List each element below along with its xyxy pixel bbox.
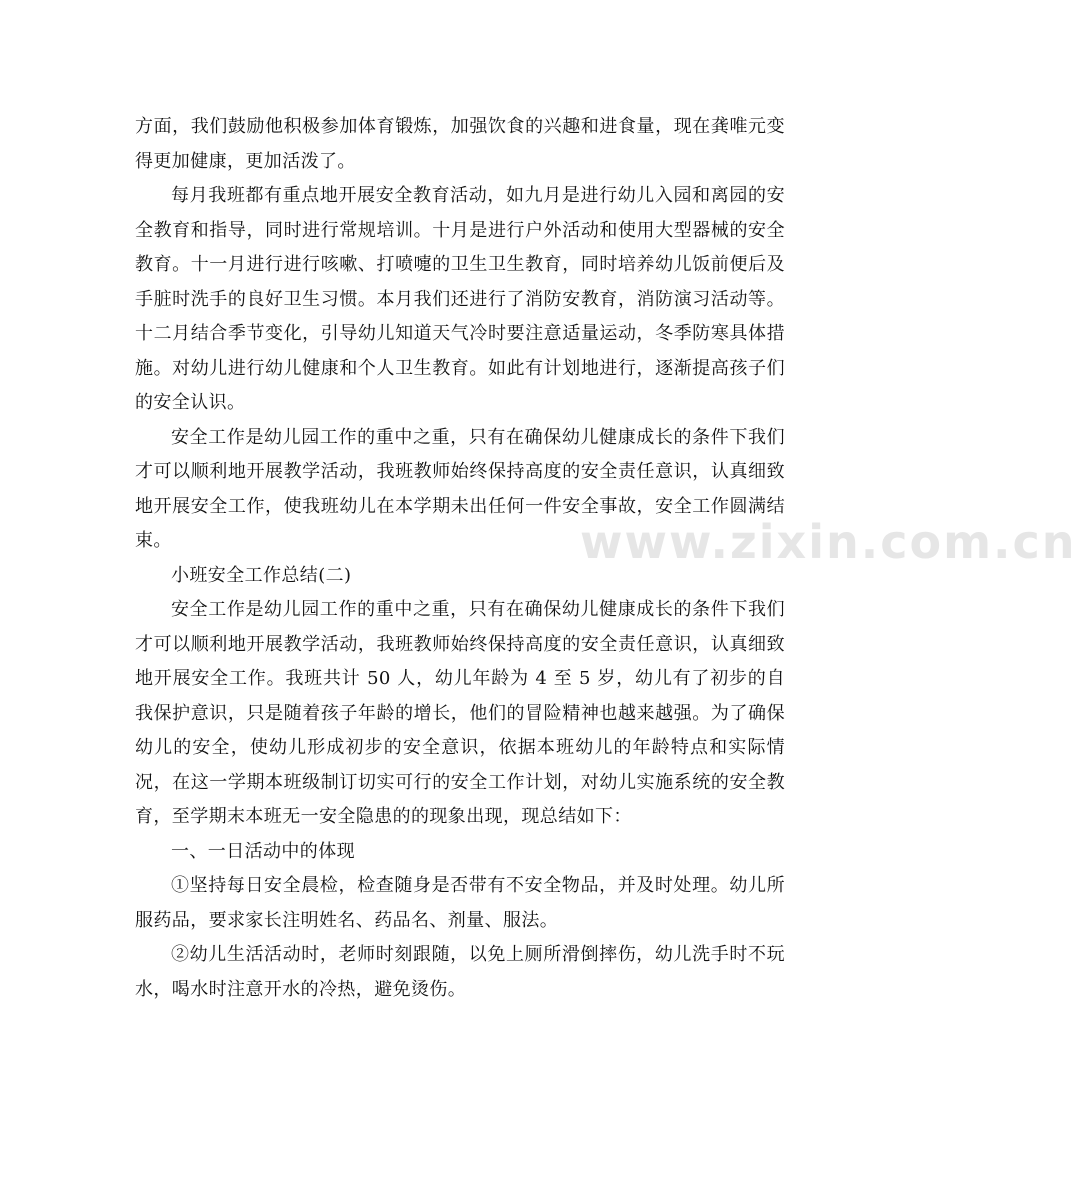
paragraph-4: 安全工作是幼儿园工作的重中之重，只有在确保幼儿健康成长的条件下我们才可以顺利地开展教学活动，我班教师始终保持高度的安全责任意识，认真细致地开展安全工作。我班共计 50 人，幼儿年龄为 4 至 5 岁，幼儿有了初步的自我保护意识，只是随着孩子年龄的增长，他们的冒险精神也越来越强。为了确保幼儿的安全，使幼儿形成初步的安全意识，依据本班幼儿的年龄特点和实际情况，在这一学期本班级制订切实可行的安全工作计划，对幼儿实施系统的安全教育，至学期末本班无一安全隐患的的现象出现，现总结如下：: [135, 599, 785, 827]
document-body: [135, 110, 785, 1007]
paragraph-3: 安全工作是幼儿园工作的重中之重，只有在确保幼儿健康成长的条件下我们才可以顺利地开展教学活动，我班教师始终保持高度的安全责任意识，认真细致地开展安全工作，使我班幼儿在本学期未出任何一件安全事故，安全工作圆满结束。: [135, 426, 785, 551]
watermark: www.zixin.com.cn: [580, 515, 1077, 569]
section-title: 小班安全工作总结(二): [171, 564, 352, 586]
paragraph-1: 方面，我们鼓励他积极参加体育锻炼，加强饮食的兴趣和进食量，现在龚唯元变得更加健康，更加活泼了。: [135, 116, 785, 172]
list-item-1: ①坚持每日安全晨检，检查随身是否带有不安全物品，并及时处理。幼儿所服药品，要求家长注明姓名、药品名、剂量、服法。: [135, 875, 785, 931]
section-heading-1: 一、一日活动中的体现: [171, 840, 355, 862]
list-item-2: ②幼儿生活活动时，老师时刻跟随，以免上厕所滑倒摔伤，幼儿洗手时不玩水，喝水时注意开水的冷热，避免烫伤。: [135, 944, 785, 1000]
paragraph-2: 每月我班都有重点地开展安全教育活动，如九月是进行幼儿入园和离园的安全教育和指导，同时进行常规培训。十月是进行户外活动和使用大型器械的安全教育。十一月进行进行咳嗽、打喷嚏的卫生卫生教育，同时培养幼儿饭前便后及手脏时洗手的良好卫生习惯。本月我们还进行了消防安教育，消防演习活动等。十二月结合季节变化，引导幼儿知道天气冷时要注意适量运动，冬季防寒具体措施。对幼儿进行幼儿健康和个人卫生教育。如此有计划地进行，逐渐提高孩子们的安全认识。: [135, 185, 785, 413]
